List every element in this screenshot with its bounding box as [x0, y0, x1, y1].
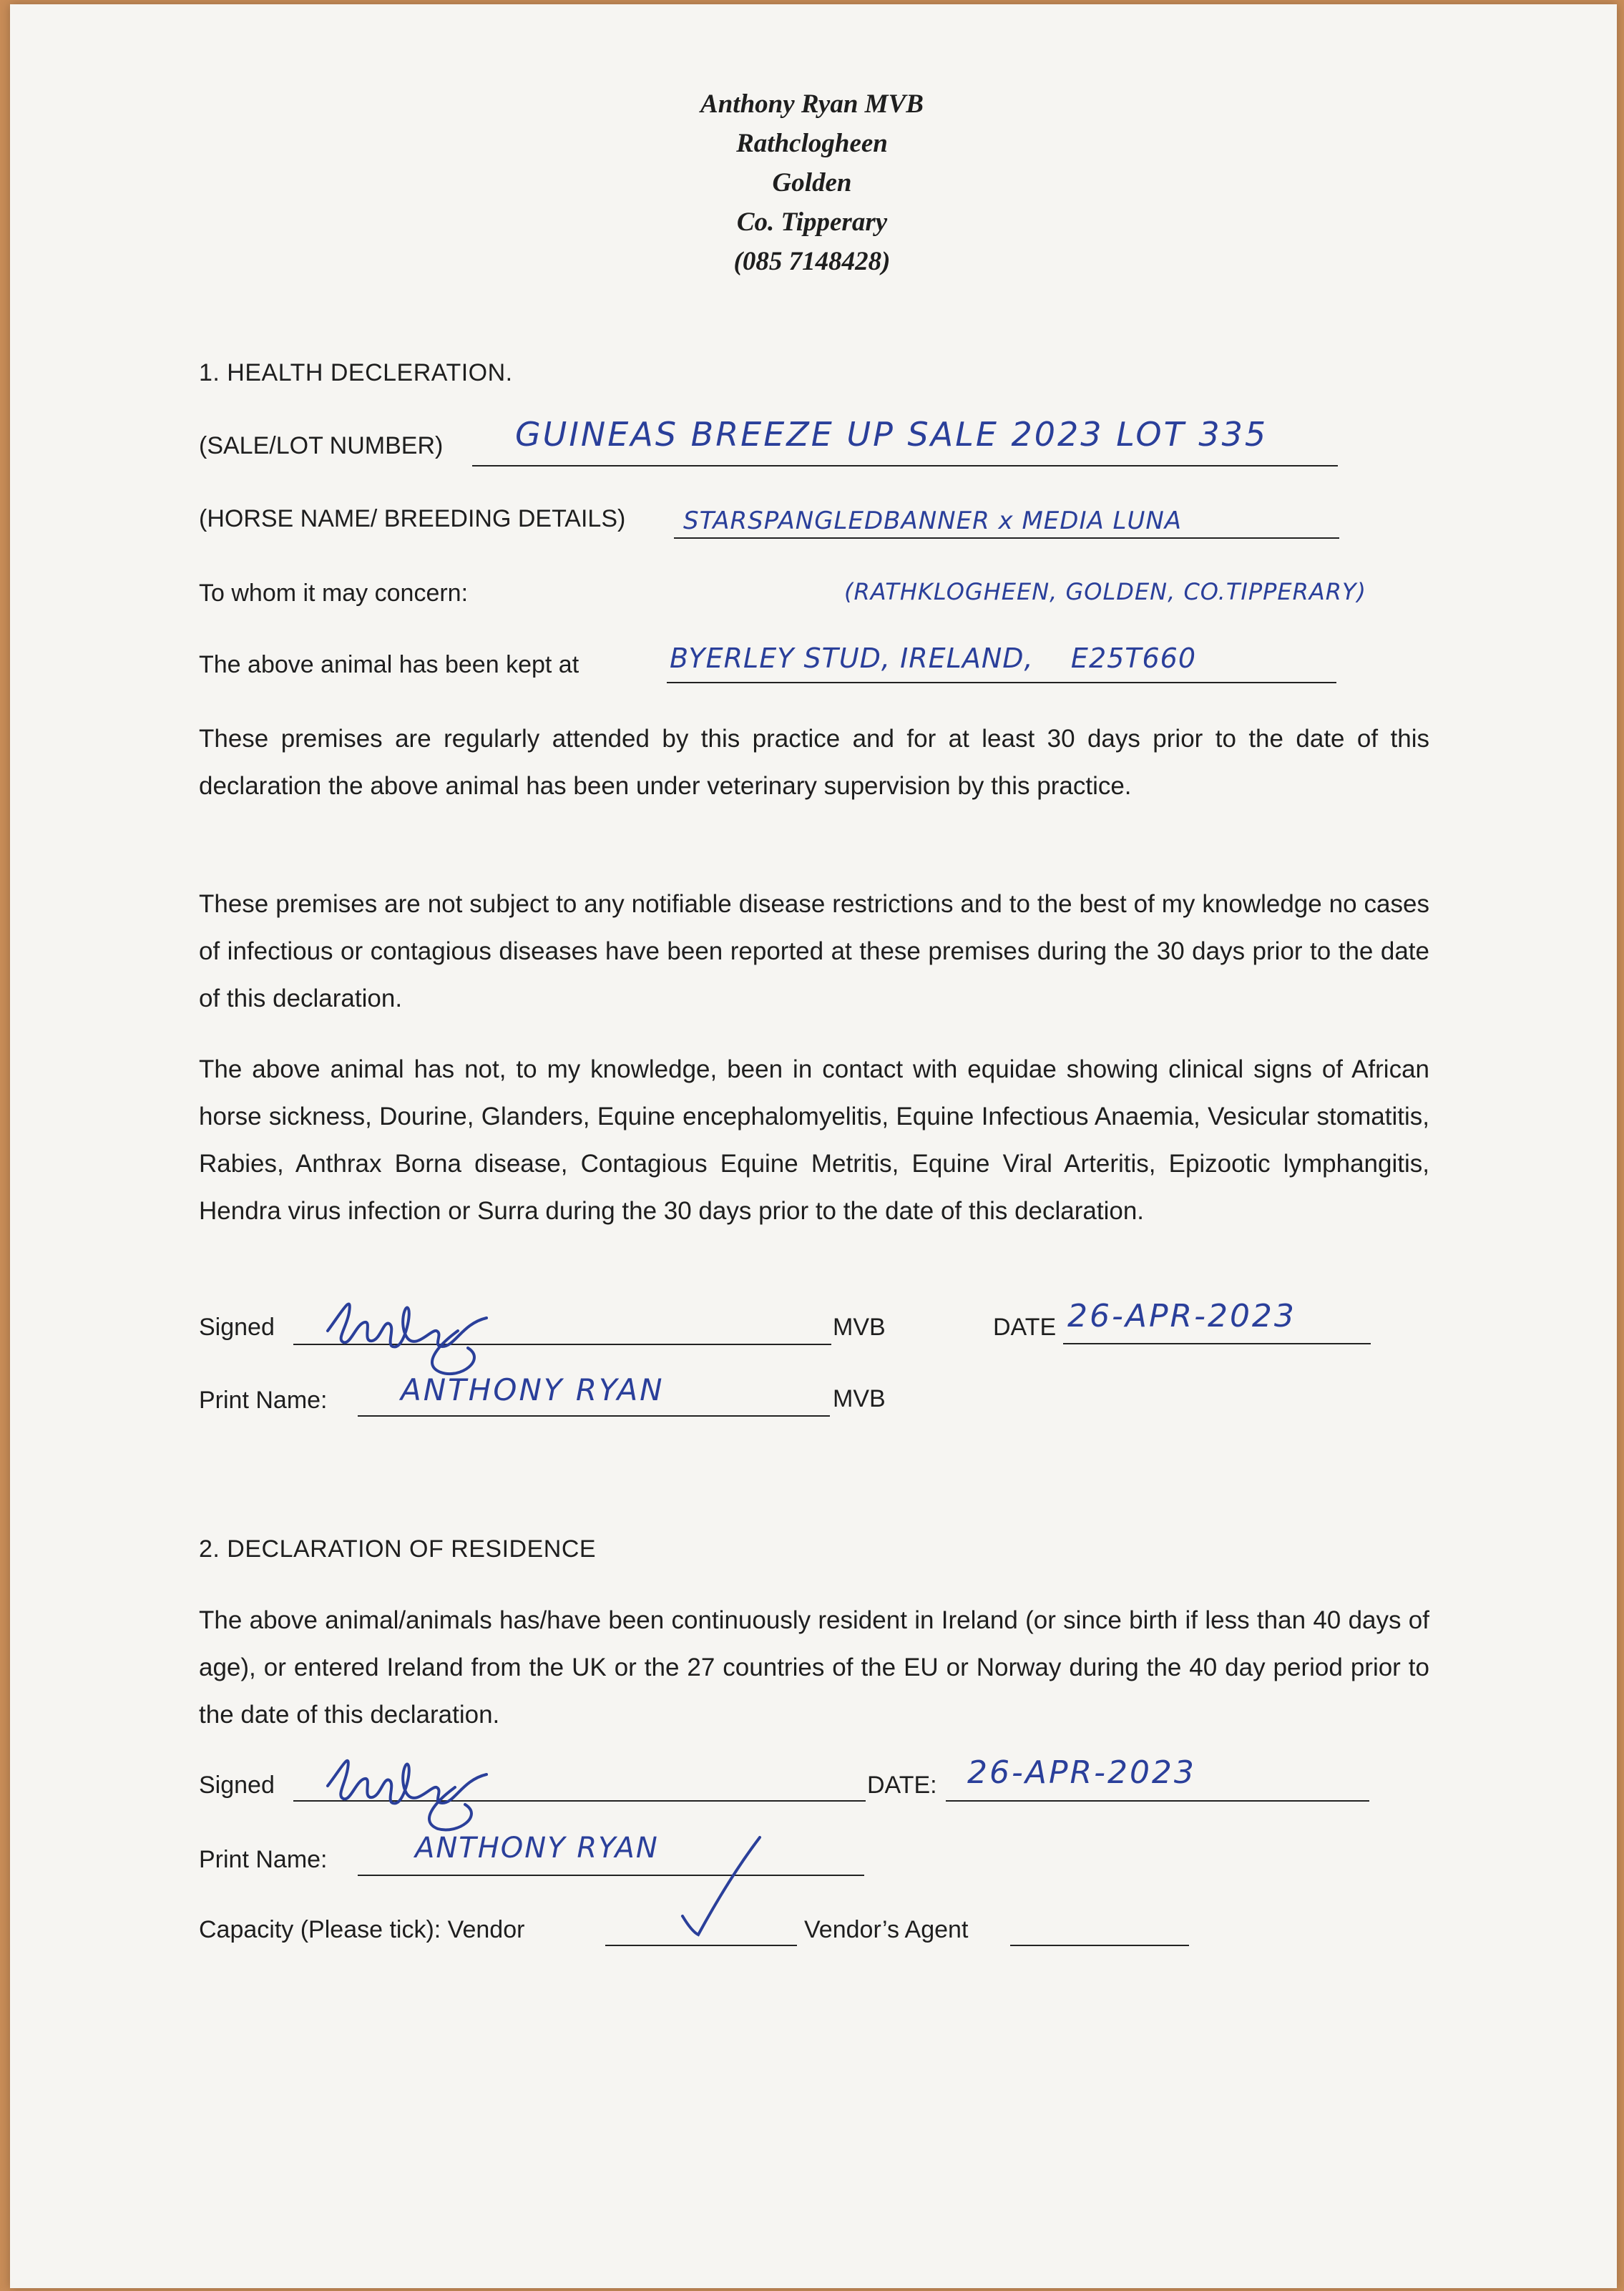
print-name-label: Print Name: — [199, 1387, 328, 1414]
kept-at-line — [667, 682, 1336, 683]
date-label: DATE — [993, 1314, 1057, 1341]
vet-name: Anthony Ryan MVB — [700, 89, 924, 119]
print-name-value-2[interactable]: ANTHONY RYAN — [415, 1832, 659, 1865]
print-name-value[interactable]: ANTHONY RYAN — [401, 1372, 665, 1407]
checkmark-icon[interactable] — [672, 1832, 765, 1939]
date-label-2: DATE: — [867, 1772, 937, 1799]
capacity-label: Capacity (Please tick): Vendor — [199, 1916, 525, 1943]
sale-lot-line — [472, 465, 1338, 466]
kept-at-label: The above animal has been kept at — [199, 651, 579, 678]
paragraph-residence: The above animal/animals has/have been continuously resident in Ireland (or since birth if less than 40 days of age), or entered Ireland from the UK or the 27 countries of the EU or Norway during the 40 day period prior to the date of this declaration. — [199, 1606, 1429, 1729]
address-line-2: Golden — [772, 168, 852, 197]
address-line-1: Rathclogheen — [736, 129, 888, 158]
phone-number: (085 7148428) — [733, 247, 891, 276]
paragraph-contact-statement: The above animal has not, to my knowledge, been in contact with equidae showing clinical signs of African horse sickness, Dourine, Glanders, Equine encephalomyelitis, Equine Infectious Anaemia, Vesicular stomatitis, Rabies, Anthrax Borna disease, Contagious Equine Metritis, Equine Viral Arteritis, Epizootic lymphangitis, Hendra virus infection or Surra during the 30 days prior to the date of this declaration. — [199, 1055, 1429, 1225]
vendor-tick-line — [605, 1945, 797, 1946]
sale-lot-label: (SALE/LOT NUMBER) — [199, 432, 444, 459]
date-value[interactable]: 26-APR-2023 — [1067, 1298, 1296, 1334]
print-name-label-2: Print Name: — [199, 1846, 328, 1873]
paragraph-disease-restrictions: These premises are not subject to any notifiable disease restrictions and to the best of my knowledge no cases of infectious or contagious diseases have been reported at these premises during the 30 days prior to the date of this declaration. — [199, 890, 1429, 1012]
signed-label: Signed — [199, 1314, 275, 1341]
sale-lot-value[interactable]: GUINEAS BREEZE UP SALE 2023 LOT 335 — [515, 415, 1268, 454]
address-line-3: Co. Tipperary — [736, 207, 888, 237]
print-mvb-suffix: MVB — [833, 1385, 886, 1412]
concern-label: To whom it may concern: — [199, 580, 469, 607]
horse-details-value[interactable]: STARSPANGLEDBANNER x MEDIA LUNA — [683, 507, 1183, 535]
horse-details-line — [674, 537, 1339, 539]
print-name-line — [358, 1415, 830, 1417]
signed-label-2: Signed — [199, 1772, 275, 1799]
signature-icon-2 — [315, 1739, 529, 1836]
kept-at-value[interactable]: BYERLEY STUD, IRELAND, E25T660 — [670, 643, 1197, 674]
paragraph-supervision: These premises are regularly attended by this practice and for at least 30 days prior to the date of this declaration the above animal has been under veterinary supervision by this practice. — [199, 725, 1429, 800]
signed-mvb-suffix: MVB — [833, 1314, 886, 1341]
date-line-2 — [946, 1800, 1369, 1802]
section1-heading: 1. HEALTH DECLERATION. — [199, 359, 513, 386]
vendors-agent-line — [1010, 1945, 1189, 1946]
horse-details-label: (HORSE NAME/ BREEDING DETAILS) — [199, 505, 626, 532]
print-name-line-2 — [358, 1875, 864, 1876]
date-value-2[interactable]: 26-APR-2023 — [967, 1754, 1196, 1791]
letterhead — [0, 84, 1624, 281]
address-note: (RATHKLOGHEEN, GOLDEN, CO.TIPPERARY) — [844, 578, 1367, 605]
vendors-agent-label: Vendor’s Agent — [804, 1916, 969, 1943]
section2-heading: 2. DECLARATION OF RESIDENCE — [199, 1535, 597, 1563]
date-line — [1063, 1343, 1371, 1344]
signature-icon — [315, 1281, 544, 1381]
